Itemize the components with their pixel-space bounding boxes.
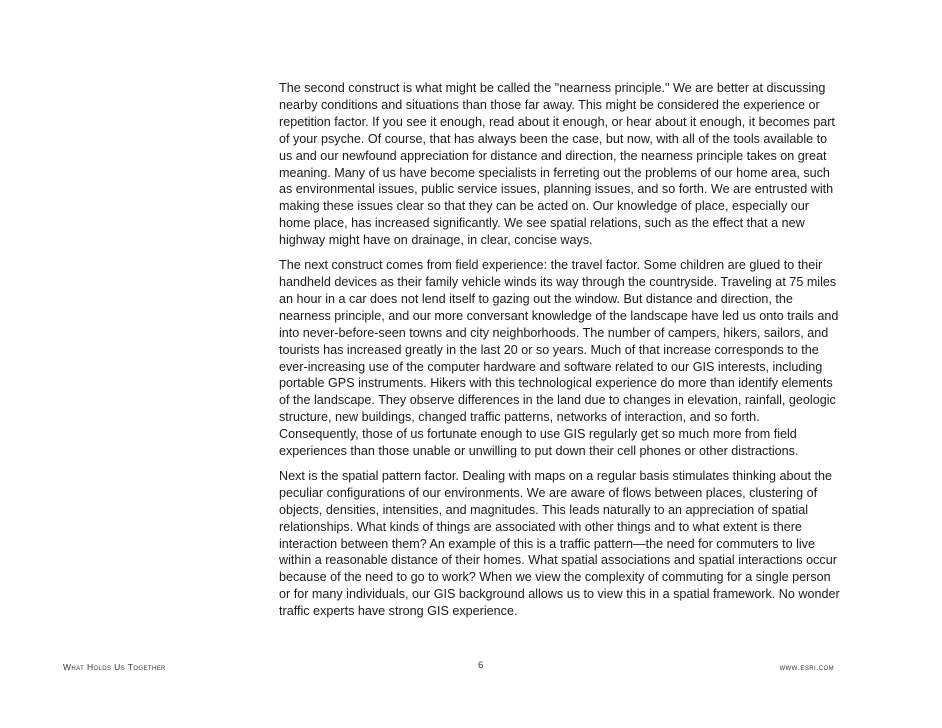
- paragraph-travel-factor: The next construct comes from field experience: the travel factor. Some children are glued to their handheld devices as their family vehicle winds its way through the countryside. Traveling at 75 miles an hour in a car does not lend itself to gazing out the window. But distance and direction, the nearness principle, and our more conversant knowledge of the landscape have led us onto trails and into never-before-seen towns and city neighborhoods. The number of campers, hikers, sailors, and tourists has increased greatly in the last 20 or so years. Much of that increase corresponds to the ever-increasing use of the computer hardware and software related to our GIS interests, including portable GPS instruments. Hikers with this technological experience do more than identify elements of the landscape. They observe differences in the land due to changes in elevation, rainfall, geologic structure, new buildings, changed traffic patterns, networks of interaction, and so forth. Consequently, those of us fortunate enough to use GIS regularly get so much more from field experiences than those unable or unwilling to put down their cell phones or other distractions.: [279, 258, 839, 459]
- footer-book-title: What Holds Us Together: [63, 662, 166, 672]
- body-text: [279, 80, 841, 628]
- footer-page-number: 6: [478, 660, 484, 671]
- paragraph-nearness-principle: The second construct is what might be called the "nearness principle." We are better at discussing nearby conditions and situations than those far away. This might be considered the experience or repetition factor. If you see it enough, read about it enough, or hear about it enough, it becomes part of your psyche. Of course, that has always been the case, but now, with all of the tools available to us and our newfound appreciation for distance and direction, the nearness principle takes on great meaning. Many of us have become specialists in ferreting out the problems of our home area, such as environmental issues, public service issues, planning issues, and so forth. We are entrusted with making these issues clear so that they can be acted on. Our knowledge of place, especially our home place, has increased significantly. We see spatial relations, such as the effect that a new highway might have on drainage, in clear, concise ways.: [279, 81, 835, 248]
- page-footer: [0, 660, 942, 676]
- footer-website-link[interactable]: www.esri.com: [779, 662, 834, 672]
- paragraph-spatial-pattern: Next is the spatial pattern factor. Dealing with maps on a regular basis stimulates thinking about the peculiar configurations of our environments. We are aware of flows between places, clustering of objects, densities, intensities, and magnitudes. This leads naturally to an appreciation of spatial relationships. What kinds of things are associated with other things and to what extent is there interaction between them? An example of this is a traffic pattern—the need for commuters to live within a reasonable distance of their homes. What spatial associations and spatial interactions occur because of the need to go to work? When we view the complexity of commuting for a single person or for many individuals, our GIS background allows us to view this in a spatial framework. No wonder traffic experts have strong GIS experience.: [279, 468, 840, 619]
